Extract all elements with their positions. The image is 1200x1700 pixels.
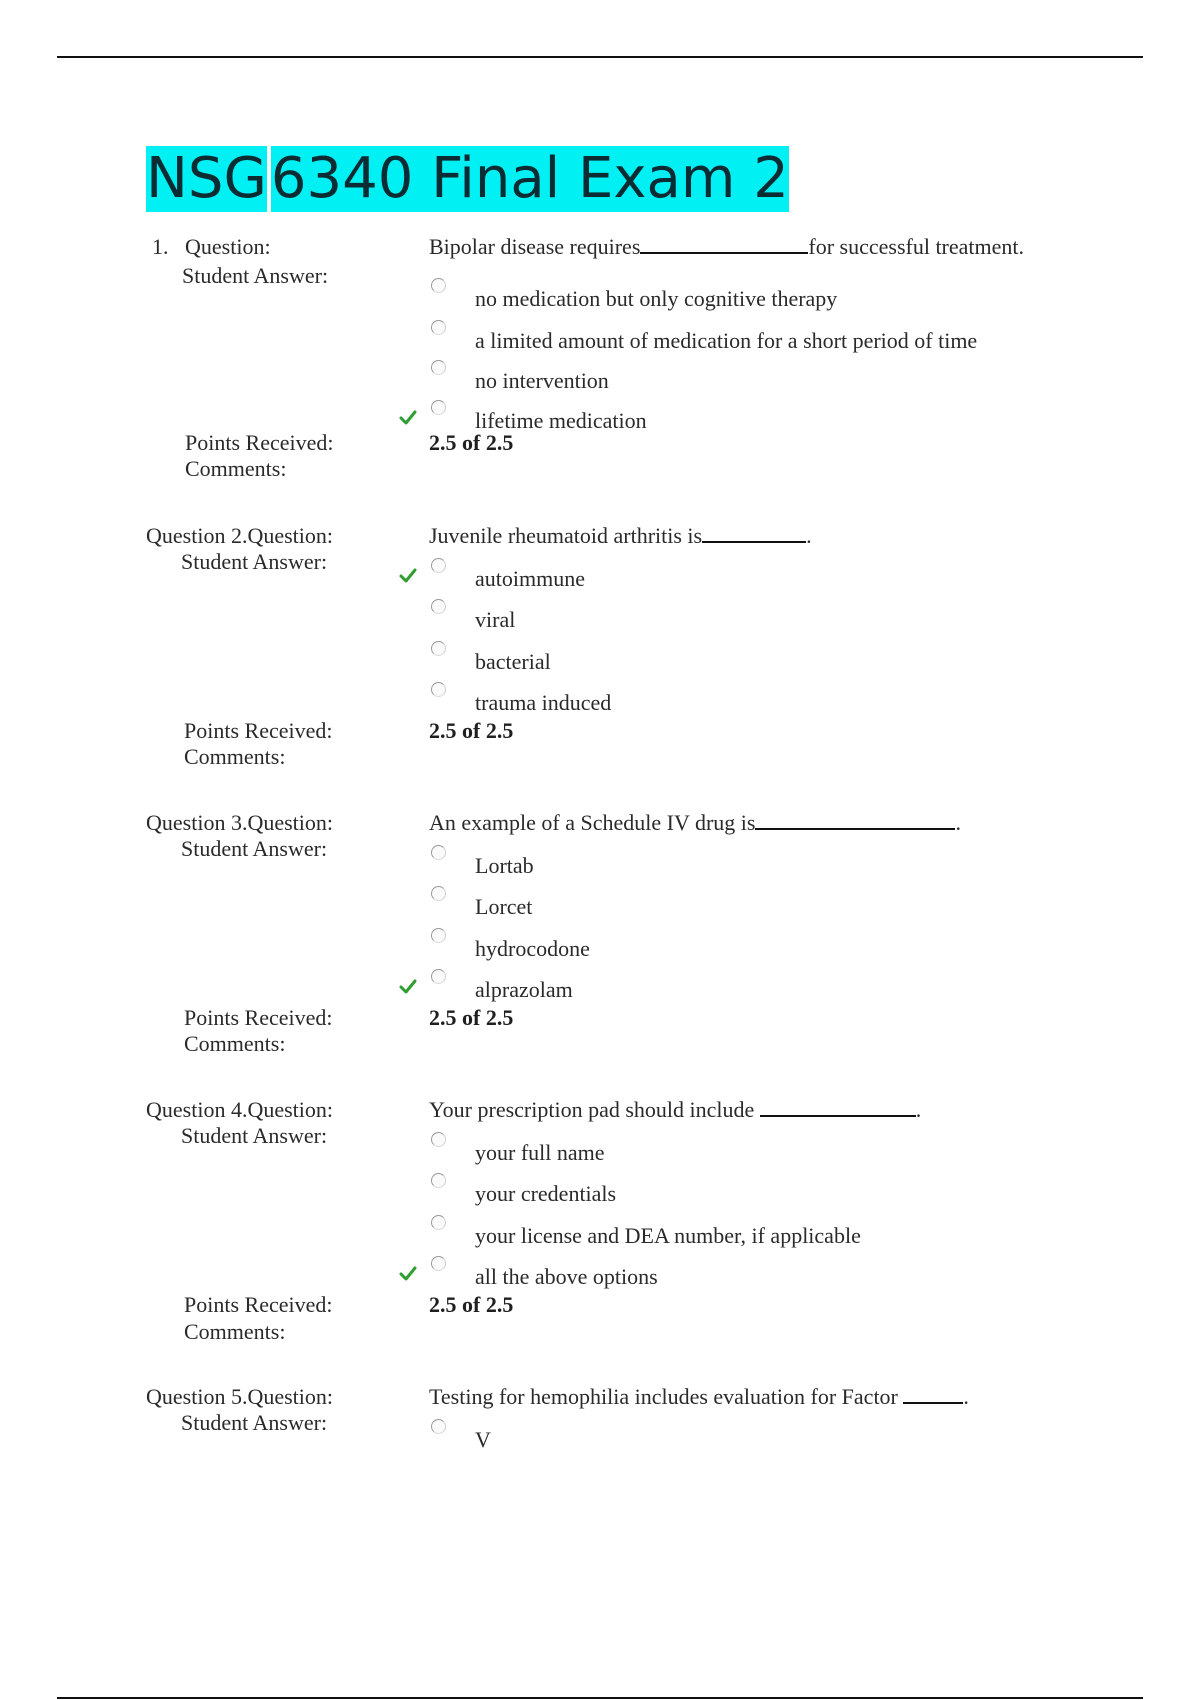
radio-button[interactable] — [431, 845, 446, 860]
correct-check-icon — [398, 408, 418, 428]
comments-label: Comments: — [185, 456, 287, 481]
question-text — [429, 523, 812, 549]
option-label: your full name — [475, 1140, 605, 1165]
answer-option[interactable] — [429, 641, 1129, 675]
answer-option[interactable] — [429, 1419, 1129, 1453]
answer-option[interactable] — [429, 969, 1129, 1003]
radio-button[interactable] — [431, 886, 446, 901]
answer-option[interactable] — [429, 400, 1129, 434]
option-label: hydrocodone — [475, 936, 590, 961]
answer-blank — [755, 810, 955, 830]
radio-button[interactable] — [431, 969, 446, 984]
question-text-before: An example of a Schedule IV drug is — [429, 810, 756, 835]
answer-option[interactable] — [429, 599, 1129, 633]
question-text — [429, 1384, 969, 1410]
radio-button[interactable] — [431, 278, 446, 293]
radio-button[interactable] — [431, 928, 446, 943]
answer-option[interactable] — [429, 1173, 1129, 1207]
option-label: all the above options — [475, 1264, 658, 1289]
option-label: a limited amount of medication for a short period of time — [475, 328, 978, 353]
question-number: 1. — [152, 234, 169, 259]
answer-option[interactable] — [429, 845, 1129, 879]
answer-option[interactable] — [429, 360, 1129, 394]
student-answer-label: Student Answer: — [181, 836, 328, 861]
option-label: trauma induced — [475, 690, 612, 715]
points-received-label: Points Received: — [185, 430, 334, 455]
question-text-before: Your prescription pad should include — [429, 1097, 760, 1122]
question-label: Question 5.Question: — [146, 1384, 333, 1409]
title-word-2: 6340 Final Exam 2 — [270, 146, 789, 211]
comments-label: Comments: — [184, 1319, 286, 1344]
option-label: lifetime medication — [475, 408, 647, 433]
correct-check-icon — [398, 977, 418, 997]
option-label: bacterial — [475, 649, 551, 674]
question-text — [429, 1097, 921, 1123]
question-text-after: for successful treatment. — [808, 234, 1025, 259]
correct-check-icon — [398, 1264, 418, 1284]
radio-button[interactable] — [431, 682, 446, 697]
answer-option[interactable] — [429, 1256, 1129, 1290]
points-received-label: Points Received: — [184, 718, 333, 743]
question-label: Question 3.Question: — [146, 810, 333, 835]
option-label: no medication but only cognitive therapy — [475, 286, 838, 311]
radio-button[interactable] — [431, 1132, 446, 1147]
points-value: 2.5 of 2.5 — [429, 430, 514, 455]
answer-option[interactable] — [429, 278, 1129, 312]
correct-check-icon — [398, 566, 418, 586]
option-label: Lorcet — [475, 894, 533, 919]
option-label: V — [475, 1427, 491, 1452]
answer-blank — [903, 1384, 963, 1404]
question-label: Question 2.Question: — [146, 523, 333, 548]
radio-button[interactable] — [431, 1256, 446, 1271]
radio-button[interactable] — [431, 1419, 446, 1434]
answer-blank — [702, 523, 806, 543]
question-text-after: . — [955, 810, 961, 835]
header-rule — [57, 56, 1143, 58]
title-word-1: NSG — [146, 146, 267, 211]
student-answer-label: Student Answer: — [181, 1410, 328, 1435]
option-label: your license and DEA number, if applicable — [475, 1223, 861, 1248]
option-label: Lortab — [475, 853, 534, 878]
answer-option[interactable] — [429, 886, 1129, 920]
question-text-before: Juvenile rheumatoid arthritis is — [429, 523, 703, 548]
radio-button[interactable] — [431, 1215, 446, 1230]
points-value: 2.5 of 2.5 — [429, 718, 514, 743]
student-answer-label: Student Answer: — [181, 549, 328, 574]
option-label: alprazolam — [475, 977, 573, 1002]
radio-button[interactable] — [431, 360, 446, 375]
footer-rule — [57, 1697, 1143, 1699]
question-text-after: . — [915, 1097, 922, 1122]
page-title — [146, 146, 789, 212]
question-text — [429, 810, 961, 836]
student-answer-label: Student Answer: — [182, 263, 329, 288]
radio-button[interactable] — [431, 320, 446, 335]
question-text-before: Testing for hemophilia includes evaluation for Factor — [429, 1384, 904, 1409]
radio-button[interactable] — [431, 1173, 446, 1188]
points-received-label: Points Received: — [184, 1005, 333, 1030]
answer-option[interactable] — [429, 320, 1129, 354]
question-text — [429, 234, 1024, 260]
answer-option[interactable] — [429, 682, 1129, 716]
question-text-after: . — [806, 523, 812, 548]
student-answer-label: Student Answer: — [181, 1123, 328, 1148]
radio-button[interactable] — [431, 641, 446, 656]
option-label: your credentials — [475, 1181, 617, 1206]
radio-button[interactable] — [431, 599, 446, 614]
option-label: viral — [475, 607, 516, 632]
option-label: no intervention — [475, 368, 609, 393]
question-text-before: Bipolar disease requires — [429, 234, 641, 259]
radio-button[interactable] — [431, 400, 446, 415]
answer-option[interactable] — [429, 1215, 1129, 1249]
comments-label: Comments: — [184, 1031, 286, 1056]
answer-option[interactable] — [429, 928, 1129, 962]
points-received-label: Points Received: — [184, 1292, 333, 1317]
answer-option[interactable] — [429, 1132, 1129, 1166]
question-text-after: . — [963, 1384, 969, 1409]
answer-blank — [640, 234, 808, 254]
comments-label: Comments: — [184, 744, 286, 769]
question-label: Question 4.Question: — [146, 1097, 333, 1122]
points-value: 2.5 of 2.5 — [429, 1005, 514, 1030]
radio-button[interactable] — [431, 558, 446, 573]
question-label: Question: — [185, 234, 271, 259]
points-value: 2.5 of 2.5 — [429, 1292, 514, 1317]
answer-blank — [760, 1097, 916, 1117]
answer-option[interactable] — [429, 558, 1129, 592]
option-label: autoimmune — [475, 566, 585, 591]
